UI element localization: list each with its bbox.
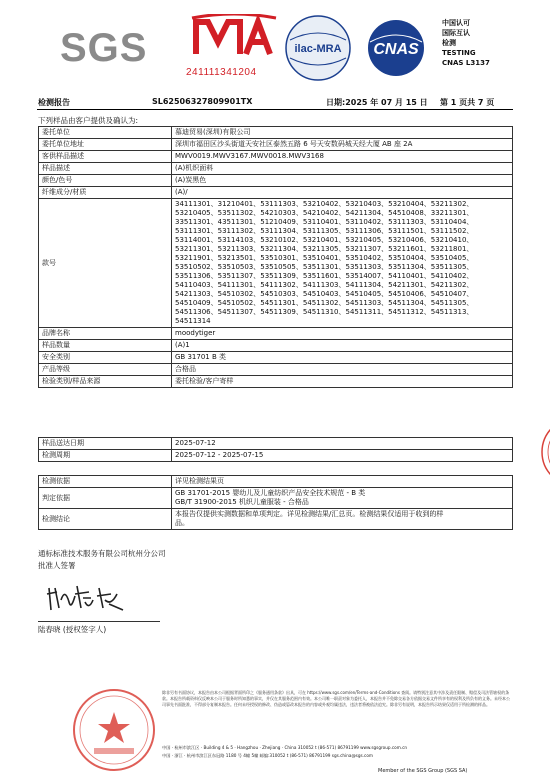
field-value: 合格品 bbox=[172, 364, 513, 376]
signer-name: 陆春晓 (授权签字人) bbox=[38, 625, 107, 634]
footer-address-line: 中国 · 杭州市滨江区 · Building 4 & 5 · Hangzhou · Zhejiang · China 310052 t (86-571) 86791199 www.sgsgroup.com.cn bbox=[162, 745, 408, 750]
dates-table bbox=[38, 437, 513, 462]
style-number-line: 33511301、43511301、51210409、53110401、53110402、53111303、53110404、 bbox=[175, 218, 474, 226]
table-row bbox=[39, 199, 513, 328]
cnas-logo bbox=[360, 18, 432, 78]
approver-label: 批准人签署 bbox=[38, 561, 76, 570]
results-table bbox=[38, 475, 513, 530]
field-label: 颜色/色号 bbox=[39, 175, 172, 187]
table-row bbox=[39, 488, 513, 509]
standard-line: GB/T 31900-2015 机织儿童服装 - 合格品 bbox=[175, 498, 309, 506]
table-row bbox=[39, 340, 513, 352]
report-label: 检测报告 bbox=[38, 98, 70, 107]
table-row bbox=[39, 352, 513, 364]
company-seal bbox=[72, 688, 156, 772]
cnas-line-1: 中国认可 bbox=[442, 19, 470, 27]
style-number-line: 53510502、53510503、53510505、53511301、53511303、53511304、53511305、 bbox=[175, 263, 474, 271]
field-value: 2025-07-12 bbox=[172, 438, 513, 450]
table-row bbox=[39, 187, 513, 199]
style-number-line: 53111301、53111302、53111304、53111305、53111306、53111501、53111502、 bbox=[175, 227, 474, 235]
footer-member-note: Member of the SGS Group (SGS SA) bbox=[378, 768, 468, 774]
standard-line: GB 31701-2015 婴幼儿及儿童纺织产品安全技术规范 - B 类 bbox=[175, 489, 366, 497]
footer-address-line: 中国 · 浙江 · 杭州市滨江区东冠路 1180 号 4幢 5幢 邮编:310052 t (86-571) 86791199 sgs.china@sgs.com bbox=[162, 753, 373, 758]
field-value: MWV0019.MWV3167.MWV0018.MWV3168 bbox=[172, 151, 513, 163]
style-number-line: 53211301、53211303、53211304、53211305、53211307、53211601、53211801、 bbox=[175, 245, 474, 253]
field-label: 样品送达日期 bbox=[39, 438, 172, 450]
cnas-accreditation-text bbox=[442, 18, 490, 68]
field-label: 款号 bbox=[39, 199, 172, 328]
cma-number: 241111341204 bbox=[186, 67, 257, 78]
field-label: 样品数量 bbox=[39, 340, 172, 352]
field-value: 详见检测结果页 bbox=[172, 476, 513, 488]
table-row bbox=[39, 175, 513, 187]
organization-block bbox=[38, 548, 166, 572]
table-row bbox=[39, 328, 513, 340]
table-row bbox=[39, 509, 513, 530]
table-row bbox=[39, 151, 513, 163]
ilac-label: ilac-MRA bbox=[294, 43, 342, 55]
sgs-logo: SGS bbox=[60, 26, 148, 70]
field-value: (A)炭黑色 bbox=[172, 175, 513, 187]
table-row bbox=[39, 376, 513, 388]
field-label: 检测结论 bbox=[39, 509, 172, 530]
field-value: 深圳市福田区沙头街道天安社区泰然五路 6 号天安数码城天经大厦 AB 座 2A bbox=[172, 139, 513, 151]
table-row bbox=[39, 139, 513, 151]
field-label: 品牌名称 bbox=[39, 328, 172, 340]
intro-text: 下列样品由客户提供及确认为: bbox=[38, 116, 139, 125]
style-numbers-cell bbox=[172, 199, 513, 328]
style-number-line: 53211901、53213501、53510301、53510401、53510402、53510404、53510405、 bbox=[175, 254, 474, 262]
organization-name: 通标标准技术服务有限公司杭州分公司 bbox=[38, 549, 166, 558]
style-number-line: 54511314 bbox=[175, 317, 211, 325]
style-number-line: 54211303、54510302、54510303、54510403、54510405、54510406、54510407、 bbox=[175, 290, 474, 298]
partial-seal-mark bbox=[536, 412, 550, 492]
style-number-line: 54110403、54111301、54111302、54111303、54111304、54211301、54211302、 bbox=[175, 281, 474, 289]
table-row bbox=[39, 438, 513, 450]
field-label: 检验类别/样品来源 bbox=[39, 376, 172, 388]
page-indicator: 第 1 页共 7 页 bbox=[440, 98, 495, 107]
style-number-line: 54511306、54511307、54511309、54511310、54511311、54511312、54511313、 bbox=[175, 308, 474, 316]
cnas-line-2: 国际互认 bbox=[442, 29, 470, 37]
report-date: 日期:2025 年 07 月 15 日 bbox=[326, 98, 428, 107]
field-label: 产品等级 bbox=[39, 364, 172, 376]
signature-line bbox=[38, 621, 160, 622]
cnas-line-4: TESTING bbox=[442, 49, 476, 57]
cnas-line-3: 检测 bbox=[442, 39, 456, 47]
header-rule bbox=[37, 109, 513, 110]
ilac-mra-logo bbox=[284, 14, 352, 82]
table-row bbox=[39, 127, 513, 139]
style-number-line: 53210405、53511302、54210303、54210402、54211304、54510408、33211301、 bbox=[175, 209, 474, 217]
field-value: GB 31701 B 类 bbox=[172, 352, 513, 364]
table-row bbox=[39, 476, 513, 488]
footer-address bbox=[162, 744, 407, 760]
cnas-label: CNAS bbox=[373, 41, 419, 58]
field-value bbox=[172, 488, 513, 509]
field-value: 慕迪贸易(深圳)有限公司 bbox=[172, 127, 513, 139]
conclusion-line: 品。 bbox=[175, 519, 189, 527]
style-number-line: 54510409、54510502、54511301、54511302、54511303、54511304、54511305、 bbox=[175, 299, 474, 307]
field-label: 样品描述 bbox=[39, 163, 172, 175]
style-number-line: 53114001、53114103、53210102、53210401、53210405、53210406、53210410、 bbox=[175, 236, 474, 244]
footer-terms: 除非另有书面协议，本报告由本公司根据背面所印之《服务通用条款》出具，可在 https://www.sgs.com/en/Terms-and-Conditions 查阅。请特别注意其中涉及责任限制、赔偿及司法管辖权的条款。本报告所载资料仅反映本公司于服务时所知悉的事实，并仅在其服务范围内有效。本公司唯一职责对象为委托人，本报告并不免除交易各方依据交易文件所享有的权利及所负有的义务。未经本公司事先书面批准，不得部分复制本报告。任何未经授权的修改、伪造或篡改本报告的内容或外观均属违法，违法者将被依法追究。除非另有说明，本报告所示结果仅适用于所检测的样品。 bbox=[162, 690, 510, 707]
style-number-line: 34111301、31210401、53111303、53210402、53210403、53210404、53211302、 bbox=[175, 200, 474, 208]
client-info-table bbox=[38, 126, 513, 388]
field-label: 纤维成分/材质 bbox=[39, 187, 172, 199]
table-row bbox=[39, 364, 513, 376]
field-label: 检测依据 bbox=[39, 476, 172, 488]
field-label: 检测周期 bbox=[39, 450, 172, 462]
field-label: 委托单位地址 bbox=[39, 139, 172, 151]
field-value bbox=[172, 509, 513, 530]
field-value: moodytiger bbox=[172, 328, 513, 340]
table-row bbox=[39, 450, 513, 462]
field-label: 判定依据 bbox=[39, 488, 172, 509]
conclusion-line: 本报告仅提供实测数据和单项判定。详见检测结果/汇总页。检测结果仅适用于收到的样 bbox=[175, 510, 444, 518]
field-label: 客供样品描述 bbox=[39, 151, 172, 163]
field-value: (A)/ bbox=[172, 187, 513, 199]
cnas-line-5: CNAS L3137 bbox=[442, 59, 490, 67]
field-label: 安全类别 bbox=[39, 352, 172, 364]
handwritten-signature bbox=[45, 580, 135, 614]
field-value: 委托检验/客户寄样 bbox=[172, 376, 513, 388]
field-label: 委托单位 bbox=[39, 127, 172, 139]
style-number-line: 53511306、53511307、53511309、53511601、53514007、54110401、54110402、 bbox=[175, 272, 474, 280]
field-value: 2025-07-12 - 2025-07-15 bbox=[172, 450, 513, 462]
field-value: (A)机织面料 bbox=[172, 163, 513, 175]
table-row bbox=[39, 163, 513, 175]
report-number: SL62506327809901TX bbox=[152, 97, 253, 106]
field-value: (A)1 bbox=[172, 340, 513, 352]
